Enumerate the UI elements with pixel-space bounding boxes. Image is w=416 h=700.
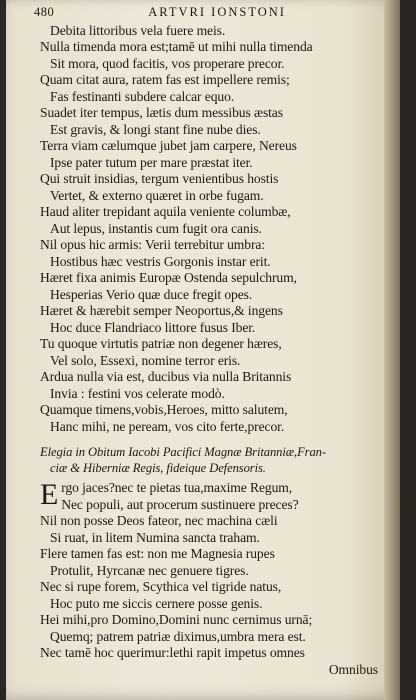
elegy-verses — [40, 480, 380, 662]
page-header — [34, 4, 380, 21]
poem-verses — [40, 23, 380, 436]
verse-line: Hanc mihi, ne peream, vos cito ferte,precor. — [50, 418, 285, 434]
page-text — [34, 4, 380, 678]
verse-line: Si ruat, in litem Numina sancta traham. — [50, 529, 260, 545]
verse-line: Suadet iter tempus, lætis dum messibus æstas — [40, 105, 283, 120]
drop-cap-initial: E — [40, 478, 59, 511]
verse-line: Hæret fixa animis Europæ Ostenda sepulchrum, — [40, 270, 297, 285]
elegy-title-line: ciæ & Hiberniæ Regis, fideique Defensoris. — [50, 460, 266, 475]
verse-line: Hoc puto me siccis cernere posse genis. — [50, 595, 263, 611]
section-gap — [40, 435, 380, 445]
verse-line: Sit mora, quod facitis, vos properare precor. — [50, 55, 285, 71]
verse-line: Hesperias Verio quæ duce fregit opes. — [50, 286, 253, 302]
elegy-title-line: Elegia in Obitum Iacobi Pacifici Magnæ Britanniæ,Fran- — [40, 445, 326, 459]
verse-line: Nil opus hic armis: Verii terrebitur umbra: — [40, 237, 265, 252]
verse-line: Quamque timens,vobis,Heroes, mitto salutem, — [40, 402, 288, 417]
verse-line: Nec populi, aut procerum sustinuere preces? — [61, 496, 299, 512]
verse-line: Fas festinanti subdere calcar equo. — [50, 88, 235, 104]
verse-line: Haud aliter trepidant aquila veniente columbæ, — [40, 204, 291, 219]
verse-line: Tu quoque virtutis patriæ non degener hæres, — [40, 336, 282, 351]
verse-line: Nec tamē hoc querimur:lethi rapit impetus omnes — [40, 645, 305, 660]
verse-line: Est gravis, & longi stant fine nube dies. — [50, 121, 261, 137]
verse-line: Ardua nulla via est, ducibus via nulla Britannis — [40, 369, 292, 384]
verse-line: Hei mihi,pro Domino,Domini nunc cernimus urnā; — [40, 612, 313, 627]
verse-line: Hæret & hærebit semper Neoportus,& ingens — [40, 303, 283, 318]
verse-line: Hostibus hæc vestris Gorgonis instar erit. — [50, 253, 271, 269]
verse-line: Terra viam cælumque jubet jam carpere, Nereus — [40, 138, 297, 153]
running-title: ARTVRI IONSTONI — [148, 5, 286, 19]
page-number: 480 — [34, 5, 55, 19]
verse-line: Protulit, Hyrcanæ nec genuere tigres. — [50, 562, 249, 578]
verse-line: Nil non posse Deos fateor, nec machina cæli — [40, 513, 278, 528]
verse-line: Aut lepus, instantis cum fugit ora canis. — [50, 220, 262, 236]
verse-line: Invia : festini vos celerate modò. — [50, 385, 225, 401]
book-page — [6, 0, 400, 700]
verse-line: Flere tamen fas est: non me Magnesia rupes — [40, 546, 275, 561]
elegy-title — [40, 445, 380, 476]
verse-line: Quam citat aura, ratem fas est impellere remis; — [40, 72, 290, 87]
verse-line: Hoc duce Flandriaco littore fusus Iber. — [50, 319, 256, 335]
verse-line: Quemq; patrem patriæ diximus,umbra mera est. — [50, 628, 306, 644]
verse-line: Ipse pater tutum per mare præstat iter. — [50, 154, 253, 170]
verse-line: Vel solo, Essexi, nomine terror eris. — [50, 352, 241, 368]
verse-line: Debita littoribus vela fuere meis. — [50, 22, 226, 38]
verse-line: Qui struit insidias, tergum venientibus hostis — [40, 171, 279, 186]
verse-line: rgo jaces?nec te pietas tua,maxime Regum, — [61, 480, 293, 495]
verse-line: Nec si rupe forem, Scythica vel tigride natus, — [40, 579, 282, 594]
verse-line: Nulla timenda mora est;tamē ut mihi nulla timenda — [40, 39, 313, 54]
catchword: Omnibus — [328, 661, 378, 677]
page-gutter-shadow — [384, 0, 400, 700]
verse-line: Vertet, & externo quæret in orbe fugam. — [50, 187, 264, 203]
